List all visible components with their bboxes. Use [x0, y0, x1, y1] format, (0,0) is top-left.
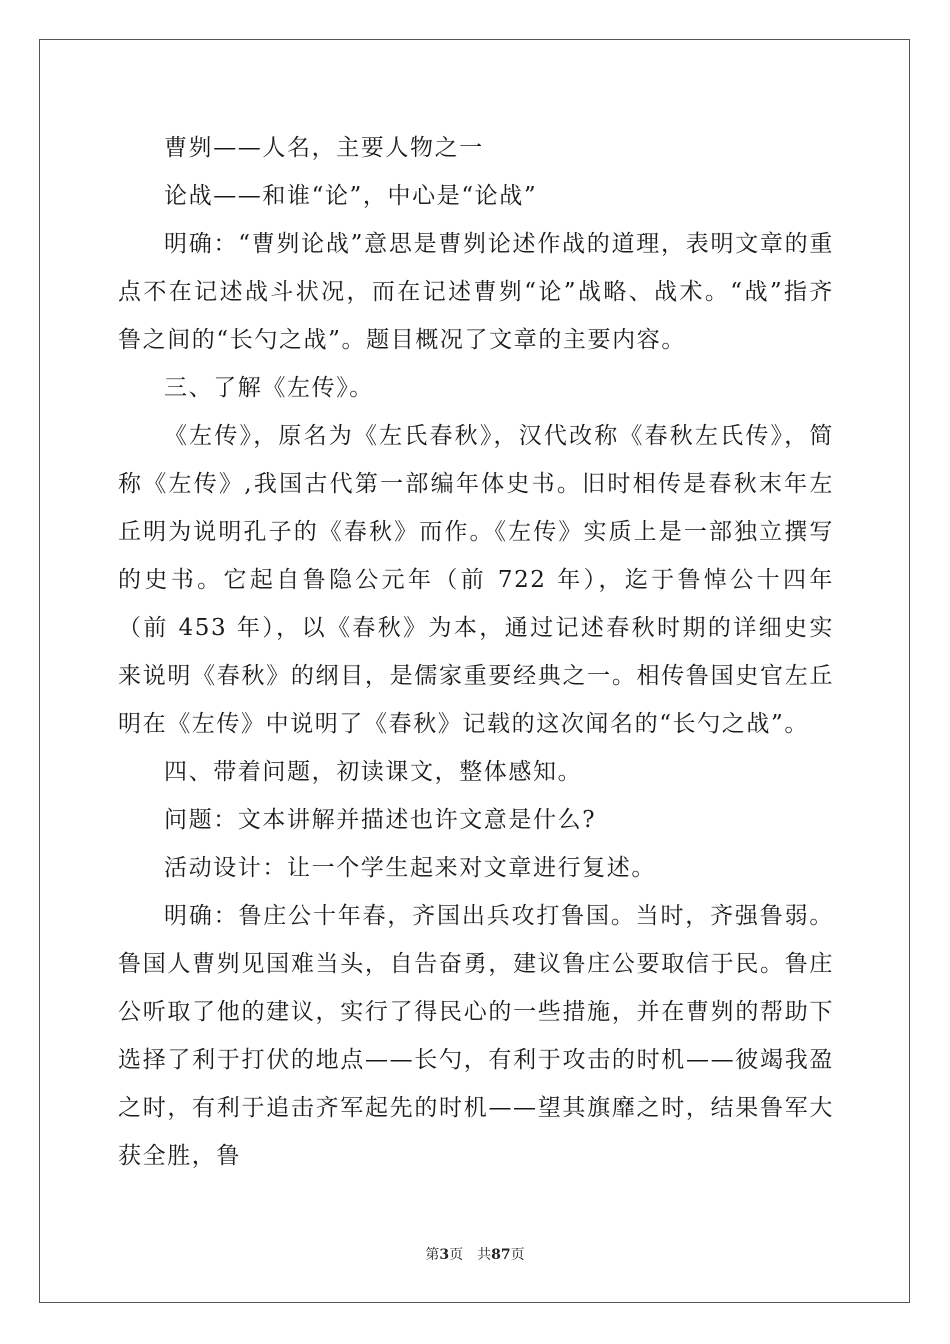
page-label-suffix: 页 — [449, 1247, 464, 1263]
page-number: 3 — [439, 1247, 450, 1263]
paragraph: 问题：文本讲解并描述也许文意是什么? — [164, 807, 597, 833]
page-footer — [0, 1246, 950, 1264]
paragraph: 明确：“曹刿论战”意思是曹刿论述作战的道理，表明文章的重点不在记述战斗状况，而在记述曹刿“论”战略、战术。“战”指齐鲁之间的“长勺之战”。题目概况了文章的主要内容。 — [118, 231, 834, 353]
total-label-suffix: 页 — [510, 1247, 525, 1263]
total-label-prefix: 共 — [477, 1247, 492, 1263]
paragraph: 活动设计：让一个学生起来对文章进行复述。 — [164, 855, 656, 881]
paragraph: 《左传》，原名为《左氏春秋》，汉代改称《春秋左氏传》，简称《左传》,我国古代第一部编年体史书。旧时相传是春秋末年左丘明为说明孔子的《春秋》而作。《左传》实质上是一部独立撰写的史书。它起自鲁隐公元年（前 722 年），迄于鲁悼公十四年（前 453 年），以《春秋》为本，通过记述春秋时期的详细史实来说明《春秋》的纲目，是儒家重要经典之一。相传鲁国史官左丘明在《左传》中说明了《春秋》记载的这次闻名的“长勺之战”。 — [118, 423, 834, 737]
total-pages: 87 — [491, 1247, 511, 1263]
paragraph: 论战——和谁“论”，中心是“论战” — [164, 183, 538, 209]
page-label-prefix: 第 — [425, 1247, 440, 1263]
paragraph: 曹刿——人名，主要人物之一 — [164, 135, 484, 161]
paragraph: 明确：鲁庄公十年春，齐国出兵攻打鲁国。当时，齐强鲁弱。鲁国人曹刿见国难当头，自告奋勇，建议鲁庄公要取信于民。鲁庄公听取了他的建议，实行了得民心的一些措施，并在曹刿的帮助下选择了利于打伏的地点——长勺，有利于攻击的时机——彼竭我盈之时，有利于追击齐军起先的时机——望其旗靡之时，结果鲁军大获全胜，鲁 — [118, 903, 834, 1169]
section-heading: 四、带着问题，初读课文，整体感知。 — [164, 759, 583, 785]
document-body — [118, 124, 834, 1180]
section-heading: 三、了解《左传》。 — [164, 375, 374, 401]
